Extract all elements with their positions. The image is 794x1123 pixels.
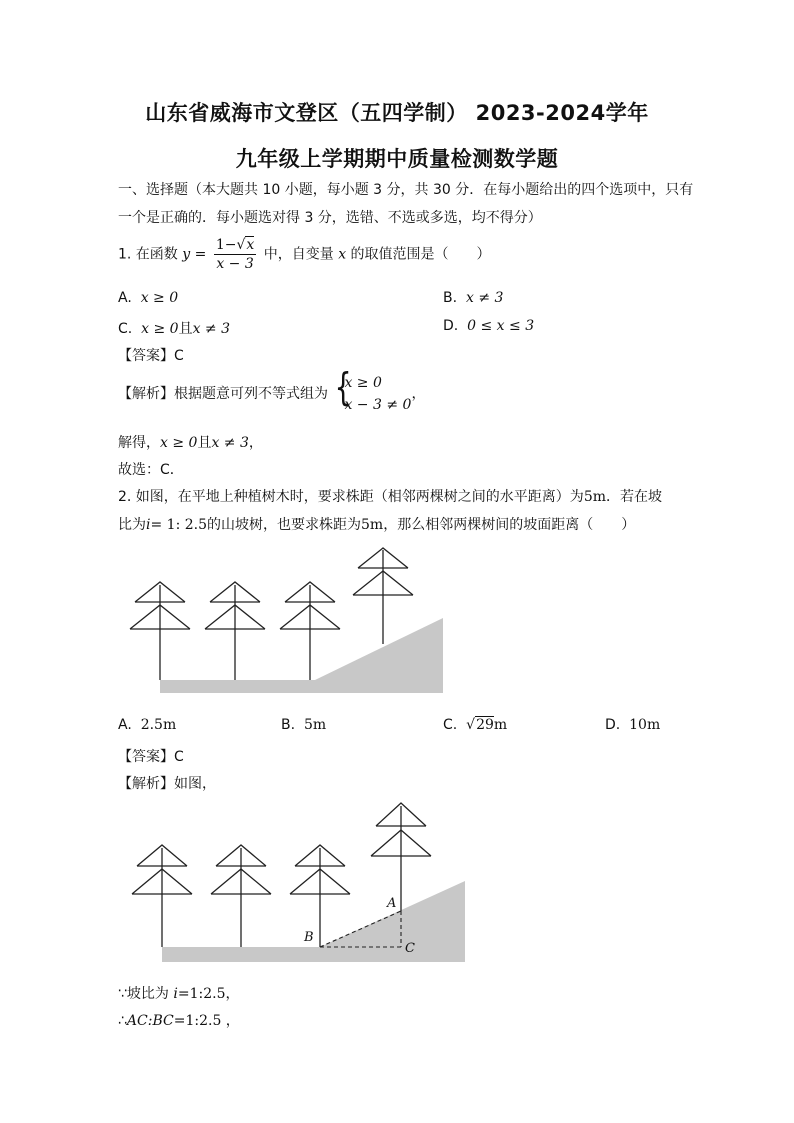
q2-because-line: ∵坡比为 i=1:2.5， [118, 986, 240, 1002]
q1-suffix2: 的取值范围是（ ） [350, 246, 491, 263]
q1-analysis: 【解析】根据题意可列不等式组为 { x ≥ 0 x − 3 ≠ 0 ， [118, 372, 425, 416]
q1-frac-den: x − 3 [216, 256, 254, 272]
page-title-line-1: 山东省威海市文登区（五四学制） 2023-2024学年 [145, 101, 649, 125]
label-a: A [387, 896, 397, 911]
q1-fraction: $\frac{1-√x}{x - 3}$ [215, 237, 255, 272]
tree-4 [353, 548, 413, 644]
q1-option-b: B. x ≠ 3 [443, 290, 504, 306]
q1-solution: 解得，x ≥ 0且x ≠ 3， [118, 435, 263, 451]
q2-option-d: D. 10m [605, 717, 661, 733]
q2-option-a: A. 2.5m [118, 717, 177, 733]
q2-therefore-line: ∴AC:BC=1:2.5 ， [118, 1013, 240, 1029]
q1-suffix: 中，自变量 [263, 246, 334, 263]
tree-3 [280, 582, 340, 680]
q1-lhs: y = [182, 246, 207, 263]
section-instructions-line-2: 一个是正确的．每小题选对得 3 分，选错、不选或多选，均不得分） [118, 210, 542, 226]
q1-var: x [338, 246, 347, 263]
label-b: B [304, 930, 314, 945]
label-c: C [405, 941, 415, 956]
ground-and-slope-2 [162, 881, 465, 962]
q1-option-a: A. x ≥ 0 [118, 290, 179, 306]
q1-inequality-system: { x ≥ 0 x − 3 ≠ 0 [335, 365, 412, 413]
q1-conclusion: 故选：C． [118, 462, 184, 478]
q2-answer: 【答案】C [118, 749, 184, 765]
tree-2 [205, 582, 265, 680]
figure-trees-on-slope [125, 545, 450, 700]
tree-2 [211, 845, 271, 947]
q2-analysis: 【解析】如图， [118, 776, 216, 792]
page-title-line-2: 九年级上学期期中质量检测数学题 [235, 147, 559, 171]
question-2-stem-line-1: 2. 如图，在平地上种植树木时，要求株距（相邻两棵树之间的水平距离）为5m．若在坡 [118, 489, 662, 505]
q1-prefix: 1. 在函数 [118, 246, 178, 263]
tree-1 [130, 582, 190, 680]
figure-trees-with-labels [125, 800, 470, 965]
q1-frac-num-sqrt: x [246, 237, 255, 253]
tree-1 [132, 845, 192, 947]
question-2-stem-line-2: 比为i= 1: 2.5的山坡树，也要求株距为5m，那么相邻两棵树间的坡面距离（ ） [118, 517, 636, 533]
q1-frac-num-pre: 1− [215, 237, 237, 253]
q1-answer: 【答案】C [118, 348, 184, 364]
q2-option-b: B. 5m [281, 717, 327, 733]
tree-3 [290, 845, 350, 947]
q2-option-c: C. √29m [443, 717, 508, 733]
q1-option-c: C. x ≥ 0且x ≠ 3 [118, 321, 231, 337]
tree-4 [371, 803, 431, 911]
q1-option-d: D. 0 ≤ x ≤ 3 [443, 318, 535, 334]
section-instructions-line-1: 一、选择题（本大题共 10 小题，每小题 3 分，共 30 分．在每小题给出的四个选项中，只有 [118, 182, 694, 198]
question-1-stem [118, 237, 491, 272]
